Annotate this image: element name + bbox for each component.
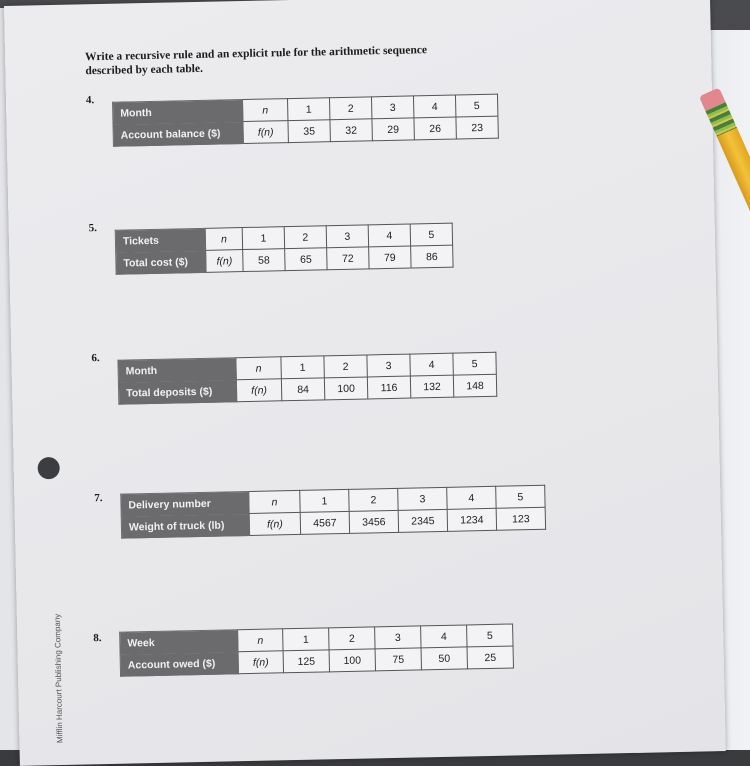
table-cell: 1	[288, 98, 330, 121]
table-cell: 4	[413, 95, 455, 118]
table-cell: 5	[455, 94, 497, 117]
row-label: Month	[118, 358, 236, 382]
table-cell: 2	[329, 627, 375, 650]
table-cell: 3	[367, 354, 410, 377]
table-cell: 29	[372, 118, 414, 141]
row-label: Total cost ($)	[116, 250, 206, 274]
table-problem-5	[115, 223, 454, 275]
table-cell: 5	[410, 223, 452, 246]
table-cell: 1	[281, 356, 324, 379]
table-cell: 4	[447, 486, 496, 509]
table-cell: 2	[324, 355, 367, 378]
table-cell: 1	[283, 628, 329, 651]
row-label: Tickets	[115, 228, 205, 252]
instructions: Write a recursive rule and an explicit rule for the arithmetic sequence described by each table.	[84, 44, 428, 78]
table-cell: 148	[453, 374, 496, 397]
table-cell: 2345	[398, 509, 447, 532]
table-cell: 132	[410, 375, 453, 398]
table-problem-8	[119, 623, 514, 676]
table-cell: 2	[284, 226, 326, 249]
table-cell: 4567	[300, 511, 349, 534]
problem-number-4: 4.	[85, 94, 95, 107]
row-variable: f(n)	[249, 512, 300, 535]
table-cell: 3	[371, 96, 413, 119]
table-cell: 58	[243, 249, 285, 272]
table-cell: 4	[410, 353, 453, 376]
table-cell: 2	[349, 488, 398, 511]
table-cell: 100	[329, 649, 375, 672]
table-problem-4	[112, 94, 499, 147]
problem-number-6: 6.	[91, 352, 100, 365]
row-label: Weight of truck (lb)	[121, 513, 249, 538]
problem-number-8: 8.	[93, 632, 102, 645]
table-cell: 35	[288, 120, 330, 143]
punch-hole	[37, 457, 59, 479]
problem-number-5: 5.	[88, 222, 98, 235]
table-cell: 5	[453, 352, 496, 375]
row-variable: n	[205, 228, 242, 251]
table-cell: 72	[327, 247, 369, 270]
table-cell: 3	[326, 225, 368, 248]
table-cell: 32	[330, 119, 372, 142]
table-cell: 123	[496, 507, 545, 530]
row-variable: n	[236, 357, 281, 380]
row-variable: f(n)	[206, 250, 243, 273]
table-cell: 5	[496, 485, 545, 508]
table-cell: 1	[300, 489, 349, 512]
table-cell: 2	[329, 97, 371, 120]
row-label: Month	[113, 100, 243, 125]
table-cell: 1234	[447, 508, 496, 531]
table-cell: 3456	[349, 510, 398, 533]
table-cell: 84	[281, 378, 324, 401]
publisher-credit: Mifflin Harcourt Publishing Company	[52, 613, 65, 744]
table-cell: 1	[242, 227, 284, 250]
row-variable: n	[243, 99, 288, 122]
table-cell: 86	[411, 245, 453, 268]
table-cell: 23	[456, 116, 498, 139]
table-cell: 5	[467, 624, 513, 647]
worksheet-page	[4, 0, 726, 766]
problem-number-7: 7.	[94, 492, 103, 505]
table-cell: 25	[467, 646, 513, 669]
row-variable: n	[249, 490, 300, 513]
row-variable: n	[238, 629, 283, 652]
row-variable: f(n)	[238, 651, 283, 674]
table-cell: 4	[421, 625, 467, 648]
row-label: Delivery number	[121, 491, 249, 516]
table-cell: 65	[285, 248, 327, 271]
row-label: Account owed ($)	[120, 652, 238, 676]
table-cell: 100	[324, 377, 367, 400]
table-cell: 26	[414, 117, 456, 140]
table-cell: 116	[367, 376, 410, 399]
table-problem-7	[120, 485, 546, 539]
table-cell: 75	[375, 648, 421, 671]
row-label: Week	[120, 630, 238, 654]
row-label: Account balance ($)	[113, 122, 243, 147]
table-cell: 125	[283, 650, 329, 673]
table-cell: 4	[368, 224, 410, 247]
row-variable: f(n)	[236, 379, 281, 402]
table-cell: 50	[421, 647, 467, 670]
table-cell: 3	[398, 487, 447, 510]
row-variable: f(n)	[243, 121, 288, 144]
table-problem-6	[117, 352, 497, 405]
table-cell: 3	[375, 626, 421, 649]
table-cell: 79	[369, 246, 411, 269]
row-label: Total deposits ($)	[118, 380, 236, 404]
